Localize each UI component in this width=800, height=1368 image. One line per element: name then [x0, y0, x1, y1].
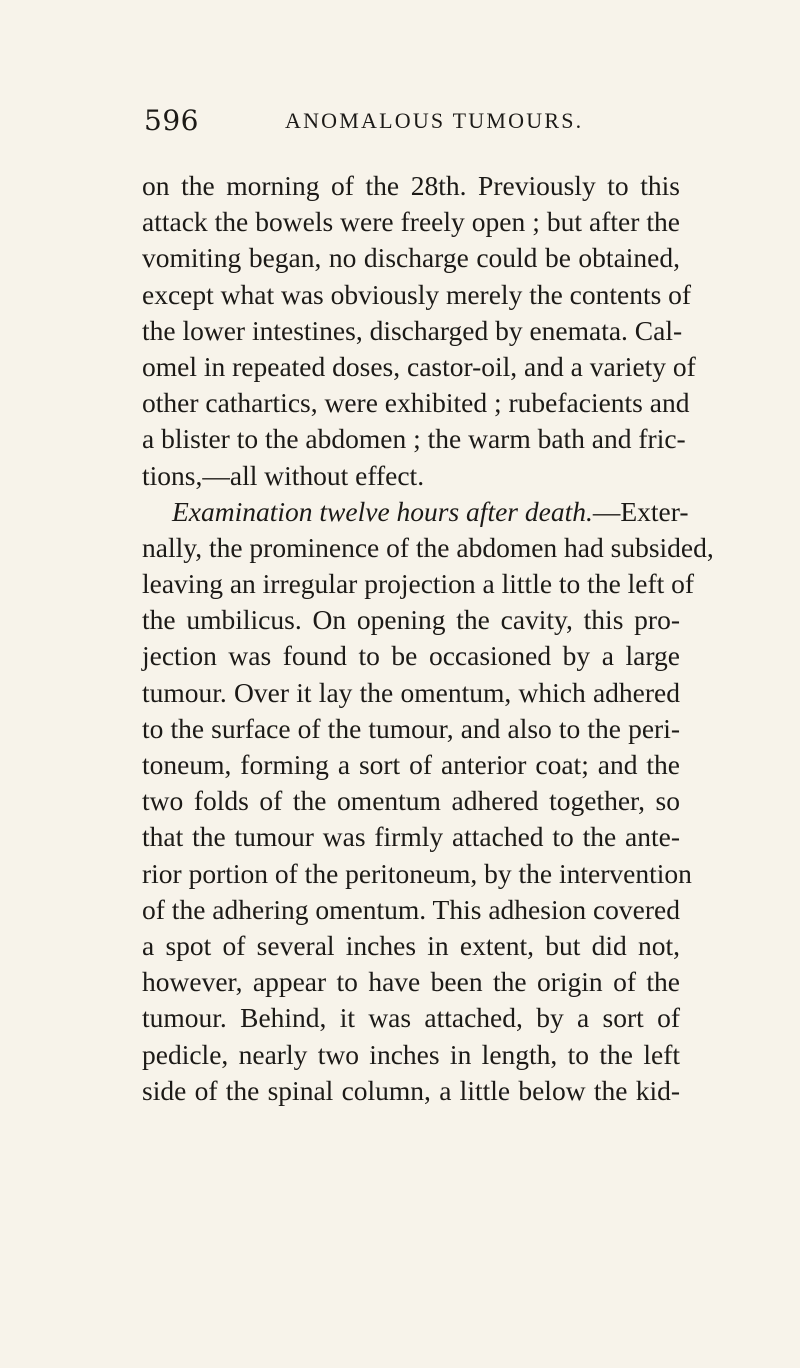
text-line: a blister to the abdomen ; the warm bath and fric- — [142, 423, 686, 455]
text-line: a spot of several inches in extent, but did not, — [142, 929, 680, 961]
text-line: side of the spinal column, a little below the kid- — [142, 1074, 680, 1106]
text-line: toneum, forming a sort of anterior coat; and the — [142, 749, 680, 780]
text-line: leaving an irregular projection a little to the left of — [142, 568, 695, 600]
text-line: omel in repeated doses, castor-oil, and a variety of — [142, 350, 696, 382]
text-line: attack the bowels were freely open ; but after the — [142, 206, 680, 238]
text-line: pedicle, nearly two inches in length, to the left — [142, 1038, 680, 1070]
page-number: 596 — [144, 104, 199, 137]
text-line: the lower intestines, discharged by enemata. Cal- — [142, 314, 683, 346]
text-line: other cathartics, were exhibited ; rubefacients and — [142, 387, 690, 419]
page-header — [144, 104, 664, 144]
text-line: on the morning of the 28th. Previously to this — [142, 170, 680, 201]
text-line: to the surface of the tumour, and also to the peri- — [142, 712, 680, 744]
running-head: ANOMALOUS TUMOURS. — [285, 108, 584, 133]
text-line: that the tumour was firmly attached to the ante- — [142, 821, 680, 853]
section-heading: Examination twelve hours after death. — [172, 495, 593, 527]
paragraph-first-line — [142, 494, 689, 530]
text-line: tumour. Behind, it was attached, by a sort of — [142, 1002, 680, 1034]
text-line: the umbilicus. On opening the cavity, this pro- — [142, 604, 680, 636]
text-line: except what was obviously merely the contents of — [142, 278, 692, 310]
text-line: nally, the prominence of the abdomen had subsided, — [142, 531, 714, 563]
text-fragment: —Exter- — [592, 495, 689, 527]
text-line: of the adhering omentum. This adhesion covered — [142, 893, 680, 925]
text-line: vomiting began, no discharge could be obtained, — [142, 242, 680, 274]
text-line: however, appear to have been the origin of the — [142, 966, 680, 998]
text-line: jection was found to be occasioned by a large — [142, 640, 680, 672]
text-line: rior portion of the peritoneum, by the intervention — [142, 857, 692, 889]
body-text — [142, 168, 714, 1109]
text-line: tumour. Over it lay the omentum, which adhered — [142, 676, 680, 708]
text-line: tions,—all without effect. — [142, 459, 425, 491]
text-line: two folds of the omentum adhered together, so — [142, 785, 680, 817]
